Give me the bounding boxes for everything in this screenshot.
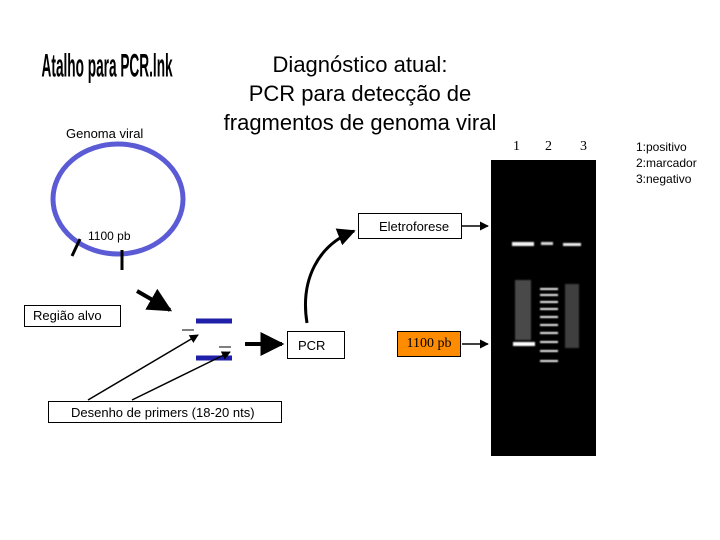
logo-text: Atalho para PCR.lnk xyxy=(41,47,173,84)
electrophoresis-curve-arrow xyxy=(306,231,354,323)
gel-bands xyxy=(491,160,596,456)
genome-label: Genoma viral xyxy=(66,126,144,141)
ladder-band xyxy=(540,308,558,310)
lane-number-2: 2 xyxy=(545,139,552,154)
ladder-band xyxy=(540,360,558,362)
ladder-band xyxy=(540,294,558,296)
genome-size-label: 1100 pb xyxy=(88,229,131,243)
title-line-3: fragmentos de genoma viral xyxy=(223,110,497,135)
title-line-1: Diagnóstico atual: xyxy=(272,52,448,77)
legend-item-3: 3:negativo xyxy=(636,172,692,186)
primer-arrow-1 xyxy=(88,335,198,400)
pcr-box xyxy=(287,331,345,359)
gel-legend xyxy=(636,139,697,187)
primer-arrow-2 xyxy=(132,352,230,400)
electrophoresis-box xyxy=(358,213,462,239)
lane2-band-top xyxy=(541,242,553,245)
legend-item-2: 2:marcador xyxy=(636,156,697,170)
gel-image xyxy=(491,160,596,456)
ladder-band xyxy=(540,350,558,352)
ladder-band xyxy=(540,288,558,290)
target-region-box xyxy=(24,305,121,327)
lane1-band-product xyxy=(513,342,535,346)
pcr-product-label: 1100 pb xyxy=(406,336,452,351)
ladder-band xyxy=(540,301,558,303)
primer-design-label: Desenho de primers (18-20 nts) xyxy=(71,405,255,420)
ladder-band xyxy=(540,332,558,334)
primer-design-box xyxy=(48,401,282,423)
legend-item-1: 1:positivo xyxy=(636,140,687,154)
pcr-label: PCR xyxy=(298,338,326,353)
lane1-smear xyxy=(515,280,531,340)
target-region-label: Região alvo xyxy=(33,308,102,323)
pcr-product-box xyxy=(397,331,461,357)
lane1-band-top xyxy=(512,242,534,246)
lane3-smear xyxy=(565,284,579,348)
ladder-band xyxy=(540,324,558,326)
lane-number-1: 1 xyxy=(513,139,520,154)
electrophoresis-label: Eletroforese xyxy=(379,219,450,234)
ladder-band xyxy=(540,341,558,343)
title-line-2: PCR para detecção de xyxy=(248,81,472,106)
lane3-band-top xyxy=(563,243,581,246)
arrow-to-primers xyxy=(137,291,170,310)
lane-number-3: 3 xyxy=(580,139,587,154)
ladder-band xyxy=(540,316,558,318)
